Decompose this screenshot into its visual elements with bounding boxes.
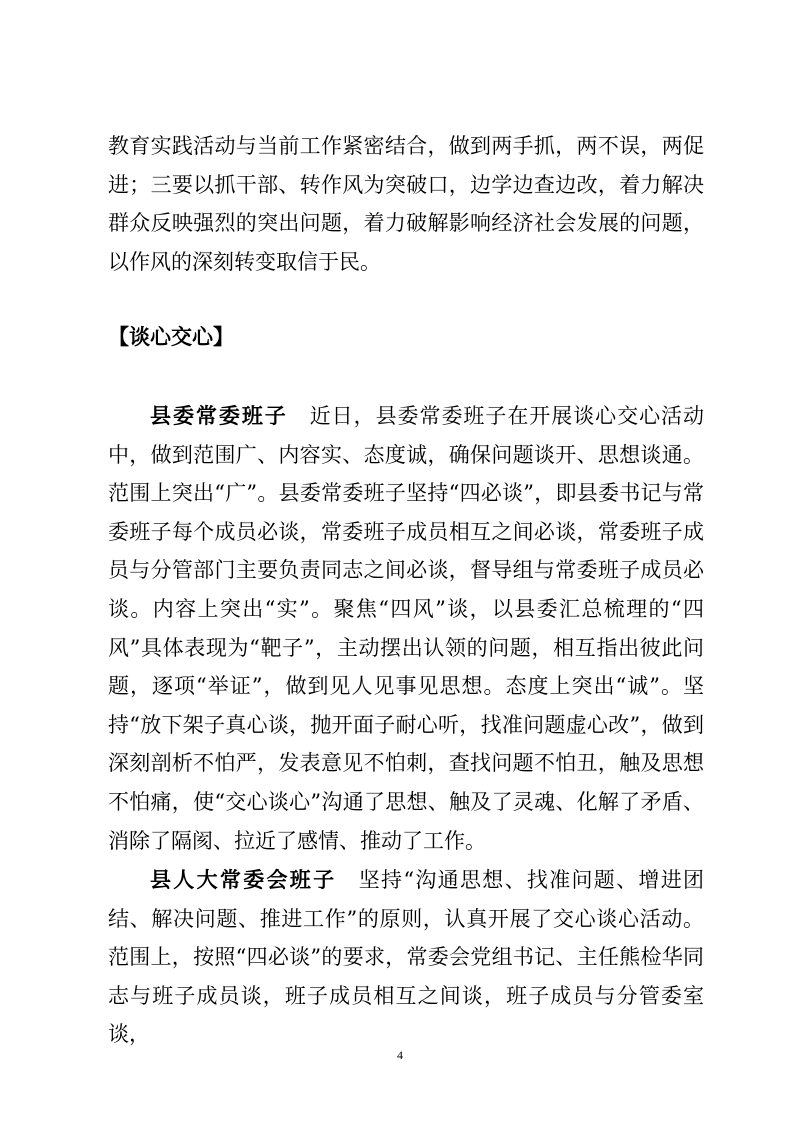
paragraph-county-standing-committee [108,397,704,860]
intro-paragraph: 教育实践活动与当前工作紧密结合，做到两手抓，两不误，两促进；三要以抓干部、转作风为突破口，边学边查边改，着力解决群众反映强烈的突出问题，着力破解影响经济社会发展的问题，以作风的深刻转变取信于民。 [108,134,704,274]
paragraph-text-county-standing-committee: 近日，县委常委班子在开展谈心交心活动中，做到范围广、内容实、态度诚，确保问题谈开、思想谈通。范围上突出“广”。县委常委班子坚持“四必谈”，即县委书记与常委班子每个成员必谈，常委班子成员相互之间必谈，常委班子成员与分管部门主要负责同志之间必谈，督导组与常委班子成员必谈。内容上突出“实”。聚焦“四风”谈，以县委汇总梳理的“四风”具体表现为“靶子”，主动摆出认领的问题，相互指出彼此问题，逐项“举证”，做到见人见事见思想。态度上突出“诚”。坚持“放下架子真心谈，抛开面子耐心听，找准问题虚心改”，做到深刻剖析不怕严，发表意见不怕刺，查找问题不怕丑，触及思想不怕痛，使“交心谈心”沟通了思想、触及了灵魂、化解了矛盾、消除了隔阂、拉近了感情、推动了工作。 [108,404,705,853]
unit-name-peoples-congress-committee: 县人大常委会班子 [150,867,337,892]
paragraph-text-peoples-congress-committee: 坚持“沟通思想、找准问题、增进团结、解决问题、推进工作”的原则，认真开展了交心谈心活动。范围上，按照“四必谈”的要求，常委会党组书记、主任熊检华同志与班子成员谈，班子成员相互之间谈，班子成员与分管委室谈， [108,868,705,1047]
paragraph-peoples-congress-committee [108,861,704,1054]
section-heading: 【谈心交心】 [108,324,234,349]
unit-name-county-standing-committee: 县委常委班子 [150,403,288,428]
page-number: 4 [397,1048,403,1062]
